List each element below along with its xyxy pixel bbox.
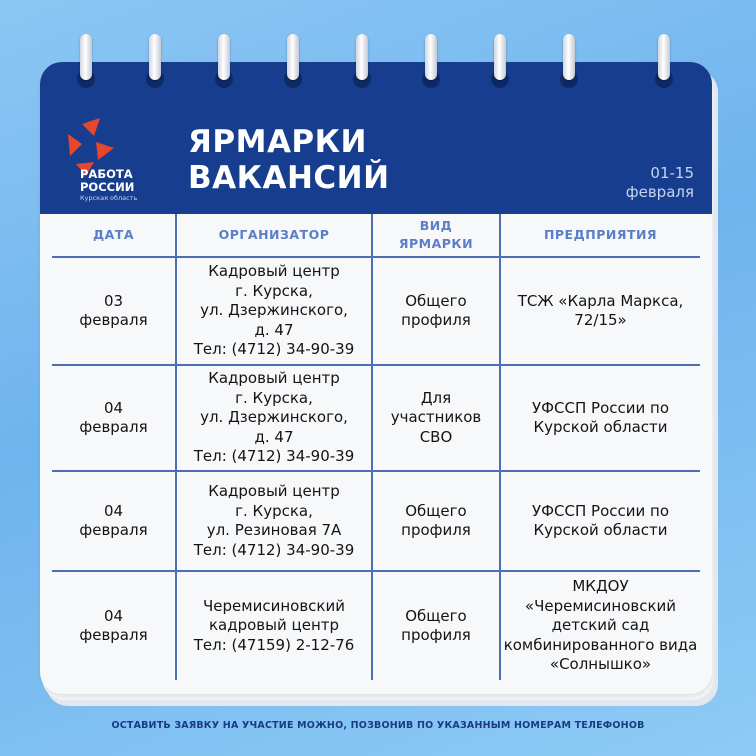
cell-text: детский сад [551, 616, 650, 635]
cell-text: Кадровый центр [208, 262, 340, 281]
table-row [52, 365, 700, 471]
cell-date [52, 471, 176, 571]
binder-ring-icon [559, 34, 579, 90]
cell-text: ТСЖ «Карла Маркса, [517, 291, 684, 310]
header-type-label: ВИД ЯРМАРКИ [398, 218, 474, 251]
cell-company [500, 571, 700, 680]
cell-text: «Солнышко» [549, 655, 652, 674]
cell-text: 04 [103, 606, 124, 625]
cell-date [52, 257, 176, 365]
cell-text: МКДОУ [572, 577, 629, 596]
cell-text: ул. Дзержинского, [200, 301, 348, 320]
cell-text: д. 47 [254, 320, 294, 339]
calendar-header [40, 62, 712, 214]
cell-text: ул. Дзержинского, [200, 408, 348, 427]
cell-text: Тел: (4712) 34-90-39 [193, 340, 355, 359]
table-row [52, 471, 700, 571]
cell-type [372, 471, 500, 571]
cell-text: профиля [401, 626, 471, 644]
cell-text: Черемисиновский [203, 596, 345, 615]
cell-text: ул. Резиновая 7А [206, 521, 342, 539]
header-organizer: ОРГАНИЗАТОР [176, 214, 372, 257]
cell-text: профиля [401, 311, 471, 329]
header-type [372, 214, 500, 257]
cell-text: Кадровый центр [208, 369, 340, 388]
binder-ring-icon [352, 34, 372, 90]
logo-text [80, 168, 134, 194]
cell-date [52, 571, 176, 680]
cell-text: г. Курска, [235, 501, 313, 520]
cell-text: 03 [103, 291, 124, 310]
binder-ring-icon [283, 34, 303, 90]
cell-type [372, 571, 500, 680]
cell-company [500, 365, 700, 471]
logo-line-2: РОССИИ [80, 180, 135, 194]
cell-company [500, 471, 700, 571]
cell-date [52, 365, 176, 471]
cell-text: 72/15» [574, 311, 627, 329]
date-range-days: 01-15 [650, 164, 694, 182]
cell-text: Тел: (47159) 2-12-76 [193, 635, 355, 654]
cell-text: Для [420, 388, 452, 407]
binder-ring-icon [421, 34, 441, 90]
header-companies: ПРЕДПРИЯТИЯ [500, 214, 700, 257]
cell-text: кадровый центр [208, 616, 340, 635]
cell-text: Общего [405, 606, 467, 625]
cell-text: комбинированного вида [503, 635, 698, 654]
cell-type [372, 365, 500, 471]
binder-ring-icon [654, 34, 674, 90]
cell-text: Тел: (4712) 34-90-39 [193, 540, 355, 559]
cell-text: «Черемисиновский [524, 596, 677, 615]
footer-note: ОСТАВИТЬ ЗАЯВКУ НА УЧАСТИЕ МОЖНО, ПОЗВОНИВ ПО УКАЗАННЫМ НОМЕРАМ ТЕЛЕФОНОВ [111, 720, 645, 731]
cell-text: СВО [419, 427, 453, 446]
cell-text: февраля [79, 626, 148, 644]
cell-organizer [176, 571, 372, 680]
cell-text: г. Курска, [235, 388, 313, 407]
logo-subtitle: Курская область [80, 194, 138, 202]
cell-text: участников [390, 408, 482, 427]
cell-text: профиля [401, 521, 471, 539]
page-title: ЯРМАРКИ ВАКАНСИЙ [188, 124, 390, 196]
table-header-row [52, 214, 700, 257]
cell-text: 04 [103, 398, 124, 417]
cell-organizer [176, 365, 372, 471]
binder-ring-icon [214, 34, 234, 90]
table-row [52, 571, 700, 680]
cell-type [372, 257, 500, 365]
cell-text: февраля [79, 311, 148, 329]
cell-text: УФССП России по [531, 501, 669, 520]
cell-text: Кадровый центр [208, 482, 340, 500]
vacancy-fairs-table [52, 214, 700, 680]
cell-text: 04 [103, 501, 124, 520]
calendar-card [40, 62, 712, 694]
header-date: ДАТА [52, 214, 176, 257]
cell-organizer [176, 257, 372, 365]
cell-text: февраля [79, 418, 148, 436]
cell-company [500, 257, 700, 365]
logo-line-1: РАБОТА [80, 167, 133, 181]
cell-text: Курской области [533, 521, 668, 539]
binder-ring-icon [76, 34, 96, 90]
cell-text: Общего [405, 501, 467, 520]
binder-ring-icon [145, 34, 165, 90]
cell-text: УФССП России по [531, 398, 669, 417]
cell-text: г. Курска, [235, 281, 313, 300]
cell-text: Курской области [533, 418, 668, 436]
cell-text: Общего [405, 291, 467, 310]
cell-text: Тел: (4712) 34-90-39 [193, 447, 355, 466]
cell-text: февраля [79, 521, 148, 539]
table-row [52, 257, 700, 365]
cell-text: д. 47 [254, 427, 294, 446]
date-range-month: февраля [625, 183, 694, 201]
binder-ring-icon [490, 34, 510, 90]
date-range [626, 164, 694, 202]
cell-organizer [176, 471, 372, 571]
